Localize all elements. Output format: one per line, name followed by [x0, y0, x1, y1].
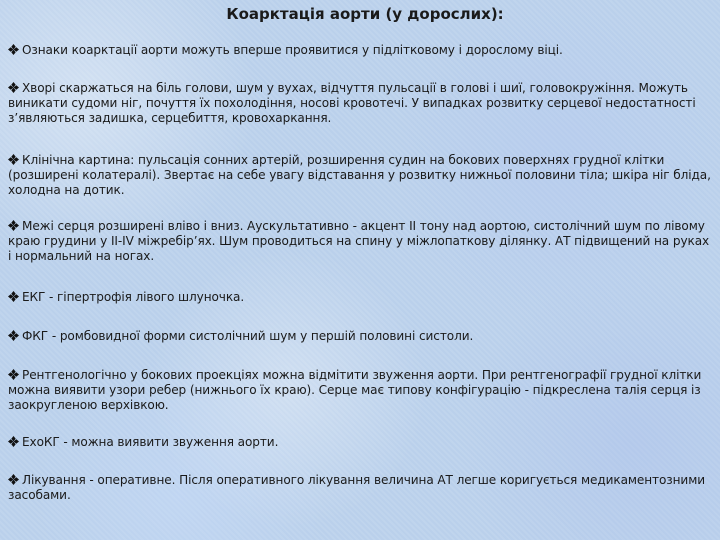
- four-diamond-bullet-icon: [8, 82, 19, 93]
- bullet-item: [8, 435, 714, 450]
- bullet-item: [8, 219, 714, 264]
- bullet-item: [8, 329, 714, 344]
- bullet-item: [8, 81, 714, 126]
- item-text: Хворі скаржаться на біль голови, шум у вухах, відчуття пульсації в голові і шиї, головокружіння. Можуть виникати судоми ніг, почуття їх похолодіння, носові кровотечі. У випадках розвитку серцевої недостатності з’являються задишка, серцебиття, кровохаркання.: [8, 81, 696, 125]
- bullet-item: [8, 153, 714, 198]
- four-diamond-bullet-icon: [8, 474, 19, 485]
- bullet-item: [8, 43, 714, 58]
- four-diamond-bullet-icon: [8, 44, 19, 55]
- four-diamond-bullet-icon: [8, 436, 19, 447]
- four-diamond-bullet-icon: [8, 369, 19, 380]
- four-diamond-bullet-icon: [8, 220, 19, 231]
- item-text: ФКГ - ромбовидної форми систолічний шум у першій половині систоли.: [22, 329, 474, 343]
- item-text: Клінічна картина: пульсація сонних артерій, розширення судин на бокових поверхнях грудної клітки (розширені колатералі). Звертає на себе увагу відставання у розвитку нижньої половини тіла; шкіра ніг бліда, холодна на дотик.: [8, 153, 711, 197]
- item-text: ЕхоКГ - можна виявити звуження аорти.: [22, 435, 279, 449]
- item-text: Лікування - оперативне. Після оперативного лікування величина АТ легше коригується медикаментозними засобами.: [8, 473, 705, 502]
- bullet-item: [8, 368, 714, 413]
- slide-title: Коарктація аорти (у дорослих):: [226, 5, 504, 23]
- bullet-item: [8, 290, 714, 305]
- item-text: Рентгенологічно у бокових проекціях можна відмітити звуження аорти. При рентгенографії грудної клітки можна виявити узори ребер (нижнього їх краю). Серце має типову конфігурацію - підкреслена талія серця із заокругленою верхівкою.: [8, 368, 702, 412]
- item-text: Межі серця розширені вліво і вниз. Аускультативно - акцент ІІ тону над аортою, систолічний шум по лівому краю грудини у ІІ-ІV міжребір’ях. Шум проводиться на спину у міжлопаткову ділянку. АТ підвищений на руках і нормальний на ногах.: [8, 219, 710, 263]
- four-diamond-bullet-icon: [8, 330, 19, 341]
- four-diamond-bullet-icon: [8, 291, 19, 302]
- item-text: ЕКГ - гіпертрофія лівого шлуночка.: [22, 290, 245, 304]
- item-text: Ознаки коарктації аорти можуть вперше проявитися у підлітковому і дорослому віці.: [22, 43, 563, 57]
- bullet-item: [8, 473, 714, 503]
- four-diamond-bullet-icon: [8, 154, 19, 165]
